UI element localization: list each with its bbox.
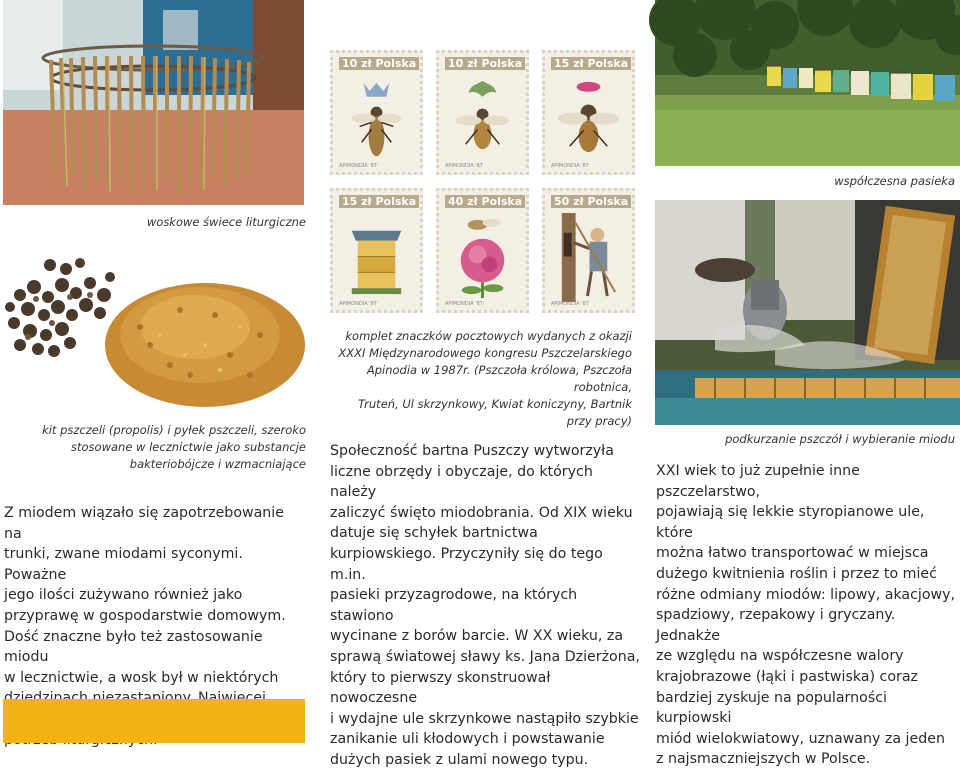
- worker-bee-icon: [447, 75, 518, 164]
- stamp: [330, 188, 423, 313]
- text-line: liczne obrzędy i obyczaje, do których należy: [330, 463, 593, 501]
- stamp-value: 40 zł Polska: [445, 195, 525, 208]
- propolis-caption: [0, 422, 306, 473]
- stamp-footer: APIMONDIA '87: [445, 163, 483, 169]
- right-column-text: [656, 461, 960, 770]
- text-line: XXI wiek to już zupełnie inne pszczelarstwo,: [656, 463, 860, 500]
- candles-caption: woskowe świece liturgiczne: [146, 215, 306, 229]
- accent-bar: [3, 699, 305, 743]
- stamp-value: 10 zł Polska: [339, 57, 419, 70]
- stamp: [330, 50, 423, 175]
- stamps-caption-line: przy pracy): [566, 414, 632, 428]
- stamp: [542, 50, 635, 175]
- text-line: Społeczność bartna Puszczy wytworzyła: [330, 443, 614, 459]
- text-line: w lecznictwie, a wosk był w niektórych: [4, 669, 279, 686]
- text-line: ze względu na współczesne walory: [656, 648, 904, 665]
- stamp-footer: APIMONDIA '87: [339, 301, 377, 307]
- text-line: który to pierwszy skonstruował nowoczesne: [330, 669, 551, 707]
- text-line: i wydajne ule skrzynkowe nastąpiło szybkie: [330, 710, 639, 727]
- drone-bee-icon: [553, 75, 624, 164]
- stamps-caption-line: XXXI Międzynarodowego kongresu Pszczelarskiego: [338, 346, 632, 360]
- apiary-caption: współczesna pasieka: [834, 174, 955, 188]
- stamp-footer: APIMONDIA '87: [339, 163, 377, 169]
- stamp-value: 15 zł Polska: [551, 57, 631, 70]
- text-line: Z miodem wiązało się zapotrzebowanie na: [4, 505, 284, 542]
- stamps-caption-line: komplet znaczków pocztowych wydanych z okazji: [345, 329, 632, 343]
- text-line: dużych pasiek z ulami nowego typu.: [330, 751, 589, 768]
- smoking-caption: podkurzanie pszczół i wybieranie miodu: [725, 432, 955, 446]
- text-line: krajobrazowe (łąki i pastwiska) coraz: [656, 668, 918, 685]
- stamp: [542, 188, 635, 313]
- stamp-value: 50 zł Polska: [551, 195, 631, 208]
- clover-flower-icon: [447, 213, 518, 302]
- beekeeper-icon: [553, 213, 624, 302]
- text-line: jego ilości zużywano również jako: [4, 587, 243, 604]
- stamp-footer: APIMONDIA '87: [551, 163, 589, 169]
- text-line: kurpiowskiego. Przyczyniły się do tego m.in.: [330, 545, 603, 583]
- stamp: [436, 50, 529, 175]
- text-line: różne odmiany miodów: lipowy, akacjowy,: [656, 586, 956, 603]
- propolis-pollen-photo: [0, 235, 306, 415]
- hive-icon: [341, 213, 412, 302]
- propolis-caption-line: kit pszczeli (propolis) i pyłek pszczeli, szeroko: [42, 423, 306, 437]
- propolis-caption-line: stosowane w lecznictwie jako substancje: [71, 440, 306, 454]
- text-line: można łatwo transportować w miejsca: [656, 545, 929, 562]
- propolis-caption-line: bakteriobójcze i wzmacniające: [129, 457, 306, 471]
- stamps-caption: [330, 328, 632, 430]
- stamp-footer: APIMONDIA '87: [445, 301, 483, 307]
- text-line: przyprawę w gospodarstwie domowym.: [4, 607, 286, 624]
- stamps-caption-line: Apinodia w 1987r. (Pszczoła królowa, Pszczoła robotnica,: [366, 363, 632, 394]
- text-line: spadziowy, rzepakowy i gryczany. Jednakże: [656, 607, 896, 644]
- middle-column-text: [330, 441, 640, 771]
- stamp: [436, 188, 529, 313]
- queen-bee-icon: [341, 75, 412, 164]
- candles-photo: [3, 0, 304, 205]
- text-line: pasieki przyzagrodowe, na których stawiono: [330, 587, 578, 624]
- text-line: dużego kwitnienia roślin i przez to mieć: [656, 565, 937, 582]
- text-line: pojawiają się lekkie styropianowe ule, które: [656, 504, 925, 541]
- text-line: datuje się schyłek bartnictwa: [330, 525, 538, 542]
- text-line: zaliczyć święto miodobrania. Od XIX wieku: [330, 504, 633, 521]
- stamp-value: 15 zł Polska: [339, 195, 419, 208]
- text-line: wycinane z borów barcie. W XX wieku, za: [330, 628, 624, 645]
- text-line: bardziej zyskuje na popularności kurpiowski: [656, 689, 887, 727]
- stamps-caption-line: Truteń, Ul skrzynkowy, Kwiat koniczyny, Bartnik: [358, 397, 632, 411]
- apiary-photo: [655, 0, 960, 166]
- text-line: zanikanie uli kłodowych i powstawanie: [330, 731, 605, 748]
- stamp-value: 10 zł Polska: [445, 57, 525, 70]
- text-line: trunki, zwane miodami syconymi. Poważne: [4, 546, 243, 583]
- text-line: Dość znaczne było też zastosowanie miodu: [4, 628, 263, 666]
- text-line: z najsmaczniejszych w Polsce.: [656, 751, 871, 768]
- stamp-footer: APIMONDIA '87: [551, 301, 589, 307]
- text-line: sprawą światowej sławy ks. Jana Dzierżona,: [330, 648, 640, 665]
- smoking-photo: [655, 200, 960, 425]
- text-line: miód wielokwiatowy, uznawany za jeden: [656, 730, 945, 747]
- stamp-sheet: [330, 50, 635, 320]
